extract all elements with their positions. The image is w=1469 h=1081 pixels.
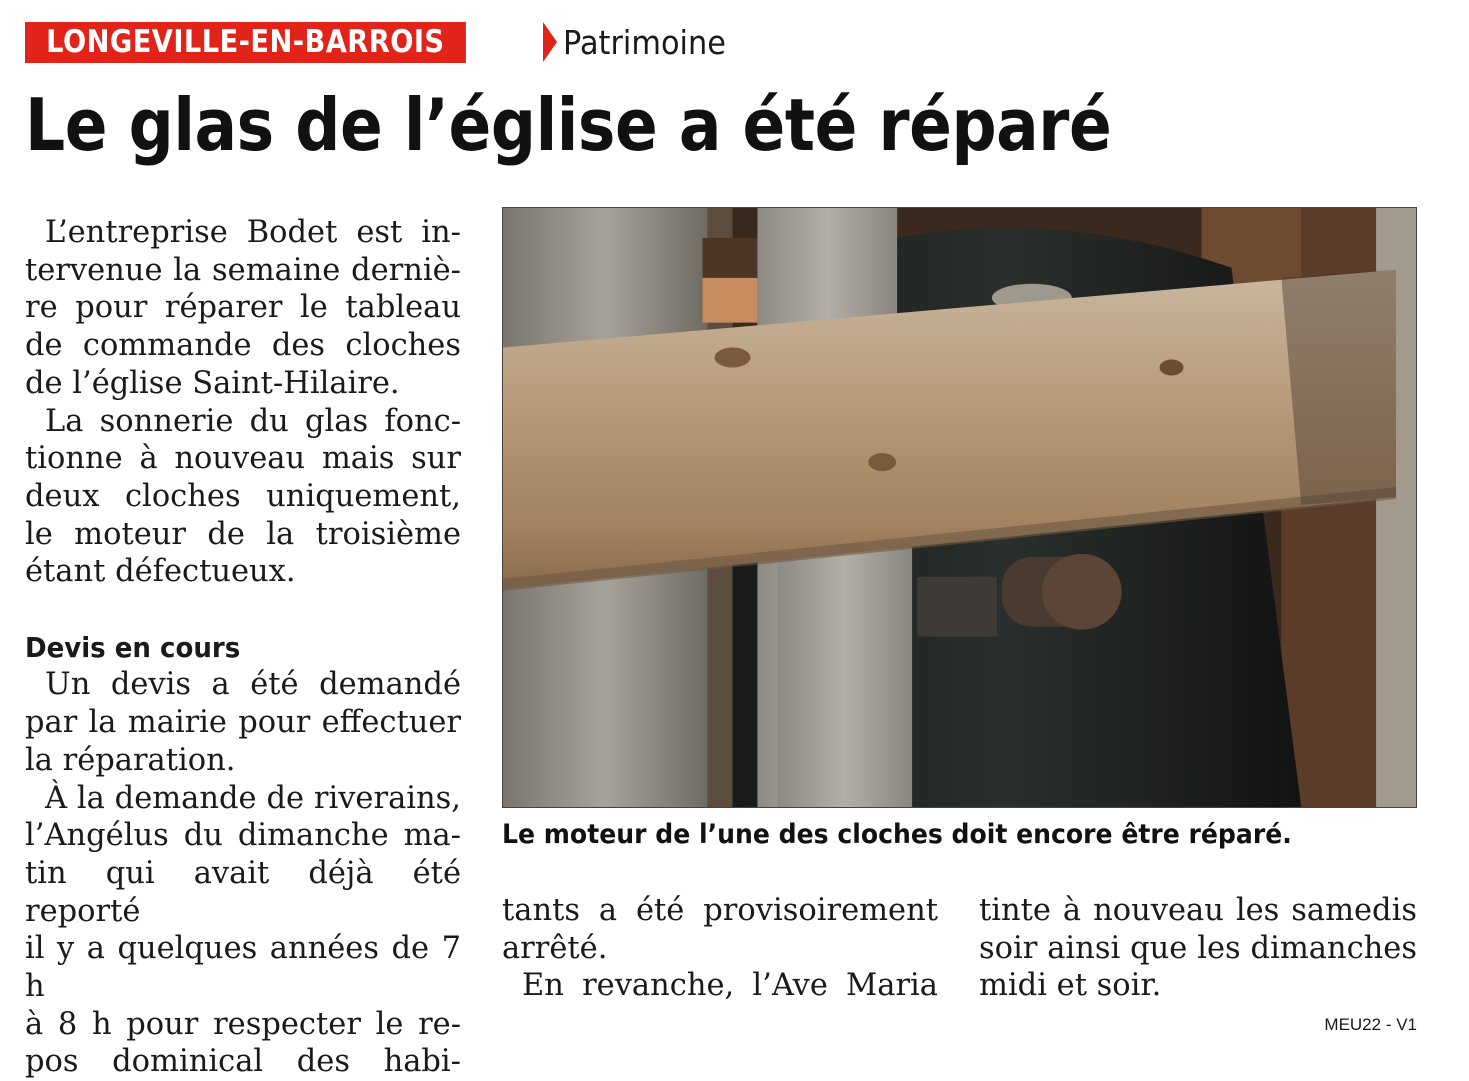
text-line: midi et soir. <box>979 968 1162 1004</box>
text-line: deux cloches uniquement, <box>25 478 461 514</box>
text-line: le moteur de la troisième <box>25 516 461 552</box>
text-line: tionne à nouveau mais sur <box>25 441 461 477</box>
photo-caption: Le moteur de l’une des cloches doit encore être réparé. <box>502 819 1292 850</box>
bell-photo-illustration <box>503 208 1416 807</box>
text-line: par la mairie pour effectuer <box>25 705 461 741</box>
text-line: de l’église Saint-Hilaire. <box>25 365 400 401</box>
article-column-2 <box>502 892 938 1005</box>
text-line: re pour réparer le tableau <box>25 290 461 326</box>
text-line: tin qui avait déjà été reporté <box>25 855 461 929</box>
paragraph-4 <box>25 780 461 1081</box>
text-line: L’entreprise Bodet est in- <box>45 215 461 250</box>
text-line: la réparation. <box>25 742 236 778</box>
text-line: tervenue la semaine derniè- <box>25 252 461 288</box>
text-line: arrêté. <box>502 930 608 966</box>
text-line: En revanche, l’Ave Maria <box>522 968 938 1004</box>
text-line: tants a été provisoirement <box>502 893 938 928</box>
paragraph-3 <box>25 666 461 779</box>
text-line: La sonnerie du glas fonc- <box>45 403 461 439</box>
text-line: il y a quelques années de 7 h <box>25 931 461 1005</box>
subheading: Devis en cours <box>25 630 241 664</box>
text-line: tinte à nouveau les samedis <box>979 893 1417 928</box>
text-line: étant défectueux. <box>25 554 296 590</box>
paragraph-2 <box>25 403 461 592</box>
text-line: soir ainsi que les dimanches <box>979 930 1417 966</box>
text-line: Un devis a été demandé <box>45 667 461 703</box>
paragraph-5 <box>502 892 938 967</box>
locality-arrow-icon <box>543 22 557 62</box>
rubric-label: Patrimoine <box>563 23 726 62</box>
text-line: à 8 h pour respecter le re- <box>25 1006 461 1042</box>
text-line: À la demande de riverains, <box>45 780 461 816</box>
bell-photo <box>502 207 1417 808</box>
article-header <box>25 22 726 63</box>
paragraph-1 <box>25 214 461 403</box>
paragraph-7 <box>979 892 1417 1005</box>
locality-label: LONGEVILLE-EN-BARROIS <box>25 22 466 63</box>
article-column-3 <box>979 892 1417 1005</box>
text-line: pos dominical des habi- <box>25 1044 461 1080</box>
text-line: l’Angélus du dimanche ma- <box>25 818 461 854</box>
paragraph-6 <box>502 967 938 1005</box>
text-line: de commande des cloches <box>25 328 461 364</box>
article-column-1 <box>25 214 461 1081</box>
page-folio: MEU22 - V1 <box>1324 1015 1417 1034</box>
headline: Le glas de l’église a été réparé <box>25 83 1112 167</box>
